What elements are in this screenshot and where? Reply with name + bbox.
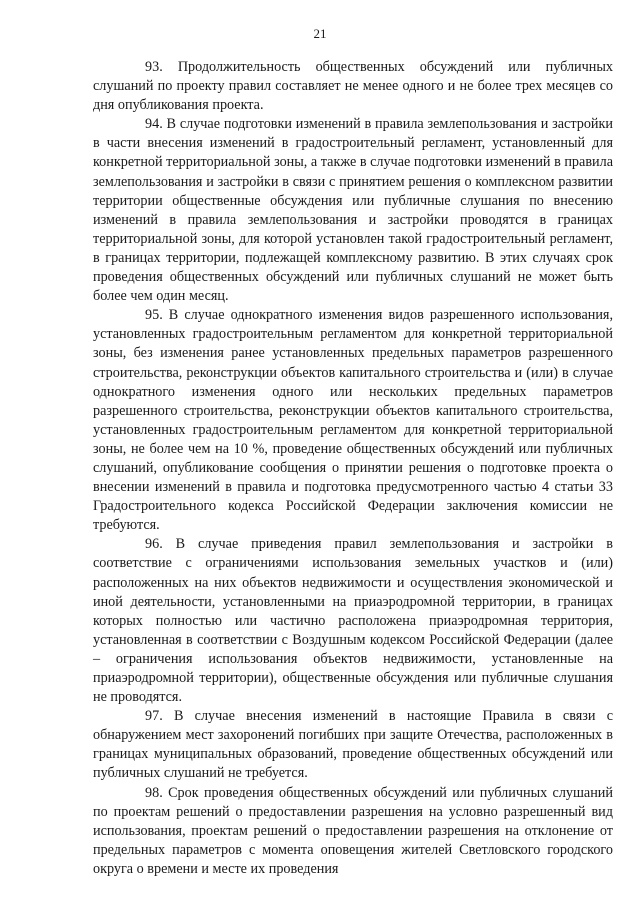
paragraph-93: 93. Продолжительность общественных обсуждений или публичных слушаний по проекту правил составляет не менее одного и не более трех месяцев со дня опубликования проекта. (93, 59, 613, 114)
paragraph-95: 95. В случае однократного изменения видов разрешенного использования, установленных градостроительным регламентом для конкретной территориальной зоны, без изменения ранее установленных предельных параметров разрешенного строительства, реконструкции объектов капитального строительства и (или) в случае однократного изменения одного или нескольких предельных параметров разрешенного строительства, реконструкции объектов капитального строительства, установленных градостроительным регламентом для конкретной территориальной зоны, не более чем на 10 %, проведение общественных обсуждений или публичных слушаний, опубликование сообщения о принятии решения о подготовке проекта о внесении изменений в правила и подготовка предусмотренного частью 4 статьи 33 Градостроительного кодекса Российской Федерации заключения комиссии не требуются. (93, 307, 613, 534)
paragraph-94: 94. В случае подготовки изменений в правила землепользования и застройки в части внесения изменений в градостроительный регламент, установленный для конкретной территориальной зоны, а также в случае подготовки изменений в правила землепользования и застройки в связи с принятием решения о комплексном развитии территории общественные обсуждения или публичные слушания по внесению изменений в правила землепользования и застройки проводятся в границах территориальной зоны, для которой установлен такой градостроительный регламент, в границах территории, подлежащей комплексному развитию. В этих случаях срок проведения общественных обсуждений или публичных слушаний не может быть более чем один месяц. (93, 116, 613, 305)
document-body (93, 58, 613, 879)
paragraph-96: 96. В случае приведения правил землепользования и застройки в соответствие с ограничениями использования земельных участков и (или) расположенных на них объектов недвижимости и осуществления экономической и иной деятельности, установленными на приаэродромной территории, в границах которых полностью или частично расположена приаэродромная территория, установленная в соответствии с Воздушным кодексом Российской Федерации (далее – ограничения использования объектов недвижимости, установленные на приаэродромной территории), общественные обсуждения или публичные слушания не проводятся. (93, 536, 613, 706)
paragraph-98: 98. Срок проведения общественных обсуждений или публичных слушаний по проектам решений о предоставлении разрешения на условно разрешенный вид использования, проектам решений о предоставлении разрешения на отклонение от предельных параметров с момента оповещения жителей Светловского городского округа о времени и месте их проведения (93, 784, 613, 877)
paragraph-97: 97. В случае внесения изменений в настоящие Правила в связи с обнаружением мест захоронений погибших при защите Отечества, расположенных в границах муниципальных образований, проведение общественных обсуждений или публичных слушаний не требуется. (93, 708, 613, 782)
page-number: 21 (313, 26, 327, 41)
